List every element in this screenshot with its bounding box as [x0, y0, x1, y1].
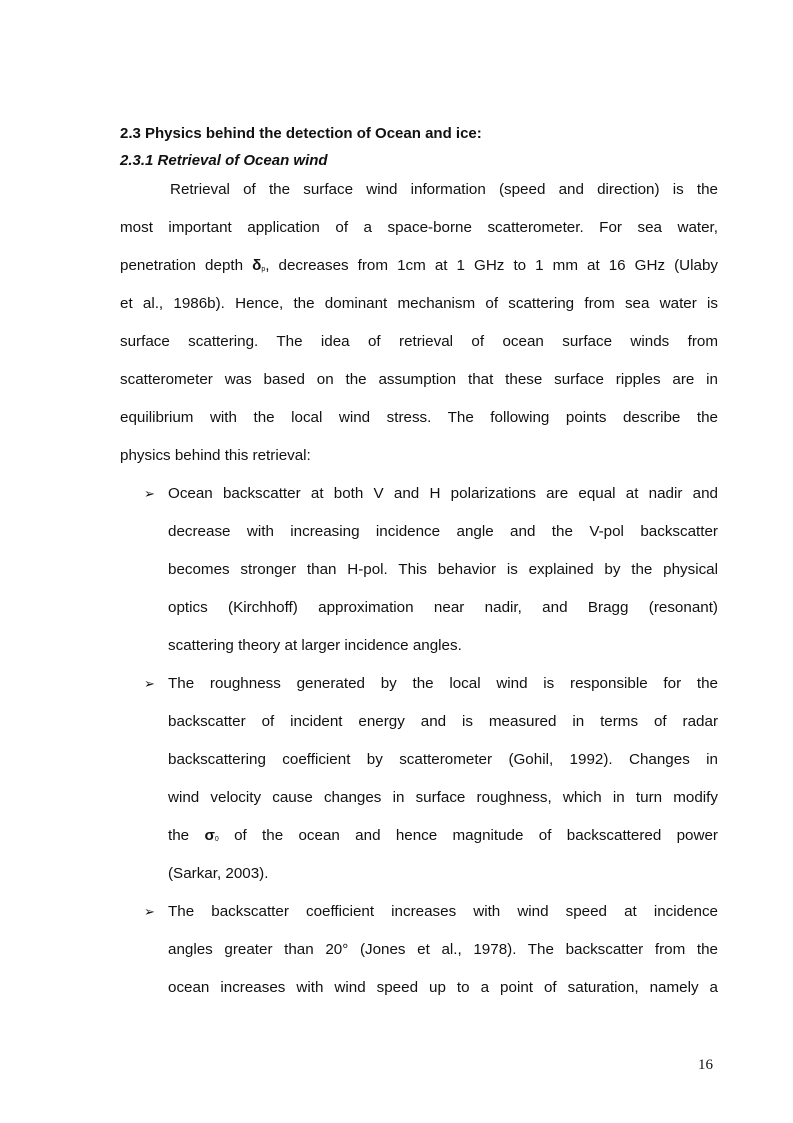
- arrow-bullet-icon: ➢: [144, 904, 155, 919]
- bullet-line: backscattering coefficient by scatterometer (Gohil, 1992). Changes in: [168, 751, 718, 768]
- bullet-line: scattering theory at larger incidence angles.: [168, 637, 462, 654]
- penetration-prefix: penetration depth: [120, 257, 253, 274]
- bullet-line-with-symbol: [168, 817, 718, 855]
- bullet-line: backscatter of incident energy and is measured in terms of radar: [168, 713, 718, 730]
- bullet-line: (Sarkar, 2003).: [168, 865, 269, 882]
- subsection-heading: 2.3.1 Retrieval of Ocean wind: [120, 152, 328, 169]
- sigma-symbol: σ: [204, 827, 215, 844]
- bullet-line: angles greater than 20° (Jones et al., 1978). The backscatter from the: [168, 941, 718, 958]
- paragraph-line: equilibrium with the local wind stress. The following points describe the: [120, 409, 718, 426]
- delta-symbol: δ: [252, 257, 262, 274]
- paragraph-line-rest: decreases from 1cm at 1 GHz to 1 mm at 16 GHz (Ulaby: [278, 257, 718, 274]
- paragraph-line: surface scattering. The idea of retrieval of ocean surface winds from: [120, 333, 718, 350]
- bullet-line: becomes stronger than H-pol. This behavior is explained by the physical: [168, 561, 718, 578]
- page-number: 16: [698, 1057, 713, 1073]
- arrow-bullet-icon: ➢: [144, 486, 155, 501]
- intro-paragraph: [120, 171, 718, 475]
- section-heading: 2.3 Physics behind the detection of Ocean and ice:: [120, 125, 482, 142]
- paragraph-line: Retrieval of the surface wind information (speed and direction) is the: [170, 181, 718, 198]
- paragraph-line: most important application of a space-borne scatterometer. For sea water,: [120, 219, 718, 236]
- bullet-line: ocean increases with wind speed up to a point of saturation, namely a: [168, 979, 718, 996]
- bullet-line: decrease with increasing incidence angle and the V-pol backscatter: [168, 523, 718, 540]
- delta-subscript: p: [261, 266, 266, 273]
- delta-suffix: ,: [265, 257, 270, 274]
- paragraph-line: et al., 1986b). Hence, the dominant mechanism of scattering from sea water is: [120, 295, 718, 312]
- bullet-line: The backscatter coefficient increases with wind speed at incidence: [168, 903, 718, 920]
- bullet-line: The roughness generated by the local wind is responsible for the: [168, 675, 718, 692]
- arrow-bullet-icon: ➢: [144, 676, 155, 691]
- sigma-prefix: the: [168, 827, 205, 844]
- bullet-line: optics (Kirchhoff) approximation near nadir, and Bragg (resonant): [168, 599, 718, 616]
- paragraph-line: physics behind this retrieval:: [120, 447, 311, 464]
- sigma-subscript: 0: [214, 836, 219, 843]
- bullet-line: wind velocity cause changes in surface roughness, which in turn modify: [168, 789, 718, 806]
- paragraph-line-with-symbol: [120, 247, 718, 285]
- paragraph-line: scatterometer was based on the assumption that these surface ripples are in: [120, 371, 718, 388]
- bullet-line: Ocean backscatter at both V and H polarizations are equal at nadir and: [168, 485, 718, 502]
- bullet-line-rest: of the ocean and hence magnitude of backscattered power: [234, 827, 718, 844]
